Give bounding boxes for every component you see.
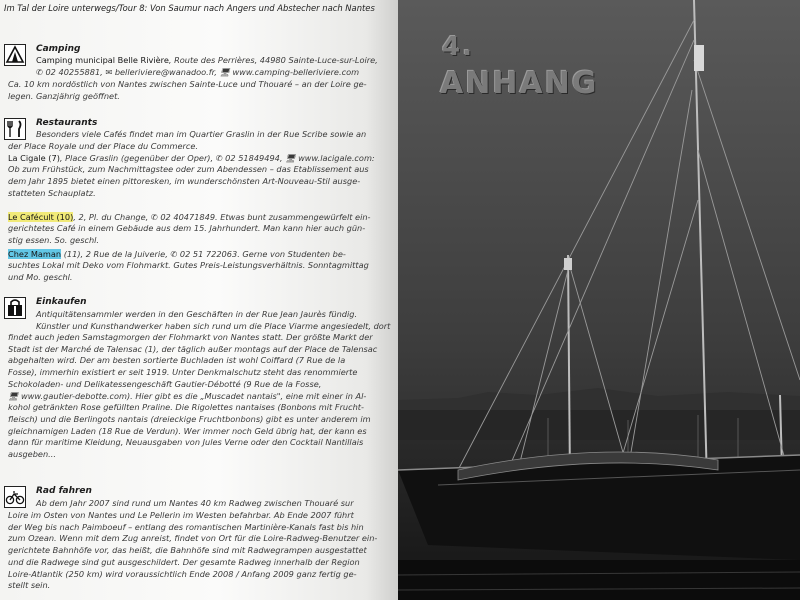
- camping-desc-line: legen. Ganzjährig geöffnet.: [8, 90, 120, 101]
- restaurant-line: suchtes Lokal mit Deko vom Flohmarkt. Gutes Preis-Leistungsverhältnis. Sonntagmittag: [8, 260, 369, 271]
- cycling-line: Loire-Atlantik (250 km) wird voraussichtlich Ende 2008 / Anfang 2009 ganz fertig ge-: [8, 568, 357, 579]
- restaurant-name: Chez Maman: [8, 248, 62, 259]
- camping-name: Camping municipal Belle Rivière: [36, 55, 169, 65]
- shopping-line: dann für maritime Kleidung, Neuausgaben von Jules Verne oder den Cocktail Nantillais: [8, 437, 364, 448]
- bicycle-icon: [4, 486, 26, 508]
- restaurant-line: gerichtetes Café in einem Gebäude aus dem 15. Jahrhundert. Man kann hier auch gün-: [8, 223, 366, 234]
- shopping-line: Künstler und Kunsthandwerker haben sich rund um die Place Viarme angesiedelt, dort: [36, 320, 391, 331]
- restaurant-line: (11), 2 Rue de la Juiverie, ✆ 02 51 722063. Gerne von Studenten be-: [61, 248, 346, 259]
- cycling-text-cont: [8, 510, 390, 592]
- restaurants-intro: [36, 129, 394, 141]
- cycling-line: und die Radwege sind gut ausgeschildert. Der gesamte Radweg innerhalb der Region: [8, 556, 360, 567]
- cycling-title: Rad fahren: [36, 486, 92, 496]
- restaurant-name: La Cigale (7): [8, 152, 60, 163]
- restaurant-name: Le Cafécult (10): [8, 211, 74, 222]
- running-head: Im Tal der Loire unterwegs/Tour 8: Von Saumur nach Angers und Abstecher nach Nantes: [4, 3, 375, 13]
- restaurant-line: dem Jahr 1895 bietet einen pittoresken, im wunderschönsten Art-Nouveau-Stil ausge-: [8, 176, 361, 187]
- shopping-text-cont: [8, 332, 390, 461]
- chapter-number: 4.: [442, 32, 474, 62]
- shopping-line: 🖥 www.gautier-debotte.com). Hier gibt es die „Muscadet nantais", eine mit einer in Al-: [8, 390, 367, 401]
- chapter-title: ANHANG: [440, 66, 599, 101]
- shopping-text: [36, 309, 394, 332]
- cycling-text: [36, 498, 394, 510]
- camping-line: , Route des Perrières, 44980 Sainte-Luce-sur-Loire,: [168, 55, 378, 65]
- camping-text: [36, 55, 394, 78]
- shopping-line: Stadt ist der Marché de Talensac (1), der täglich außer montags auf der Place de Talensac: [8, 343, 378, 354]
- restaurant-line: und Mo. geschl.: [8, 272, 73, 283]
- restaurants-intro-line: Besonders viele Cafés findet man im Quartier Graslin in der Rue Scribe sowie an: [36, 129, 367, 139]
- shopping-line: abgehalten wird. Der am besten sortierte Buchladen ist wohl Coiffard (7 Rue de la: [8, 355, 346, 366]
- shopping-line: fleisch) und die Berlingots nantais (dreieckige Fruchtbonbons) gibt es unter anderem im: [8, 413, 371, 424]
- shopping-line: Fosse), immerhin existiert er seit 1919. Unter Denkmalschutz steht das renommierte: [8, 367, 358, 378]
- shopping-line: kohol getränkten Rose gefüllten Praline. Die Rigolettes nantaises (Bonbons mit Frucht-: [8, 402, 364, 413]
- shopping-line: findet auch jeden Samstagmorgen der Flohmarkt von Nantes statt. Der größte Markt der: [8, 332, 373, 342]
- camping-contact: ✆ 02 40255881, ✉ belleriviere@wanadoo.fr, 🖥 www.camping-belleriviere.com: [36, 66, 360, 77]
- restaurants-list: [8, 141, 390, 284]
- cycling-line: der Weg bis nach Paimboeuf – entlang des romantischen Martinière-Kanals fast bis hin: [8, 521, 364, 532]
- cycling-line: zum Ozean. Wenn mit dem Zug anreist, findet von Ort für die Loire-Radweg-Benutzer ein-: [8, 533, 378, 544]
- camping-description: [8, 79, 390, 102]
- shopping-line: Schokoladen- und Delikatessengeschäft Gautier-Débotté (9 Rue de la Fosse,: [8, 378, 322, 389]
- camping-title: Camping: [36, 44, 81, 54]
- right-page-photo: [398, 0, 800, 600]
- restaurants-intro-line: der Place Royale und der Place du Commerce.: [8, 141, 199, 151]
- restaurant-icon: [4, 118, 26, 140]
- restaurant-line: , 2, Pl. du Change, ✆ 02 40471849. Etwas bunt zusammengewürfelt ein-: [73, 211, 371, 222]
- shopping-line: ausgeben...: [8, 449, 56, 460]
- shopping-title: Einkaufen: [36, 297, 87, 307]
- cycling-line: Ab dem Jahr 2007 sind rund um Nantes 40 km Radweg zwischen Thouaré sur: [36, 498, 354, 508]
- shopping-line: Antiquitätensammler werden in den Geschäften in der Rue Jean Jaurès fündig.: [36, 309, 358, 319]
- restaurant-line: stig essen. So. geschl.: [8, 234, 100, 245]
- cycling-line: Loire im Osten von Nantes und Le Pellerin im Westen befahrbar. Ab Ende 2007 führt: [8, 510, 354, 520]
- restaurants-title: Restaurants: [36, 118, 98, 128]
- cycling-line: stellt sein.: [8, 580, 51, 591]
- shopping-line: gleichnamigen Laden (18 Rue de Verdun). Wer immer noch Geld übrig hat, der kann es: [8, 425, 367, 436]
- restaurant-line: , Place Graslin (gegenüber der Oper), ✆ 02 51849494, 🖥 www.lacigale.com:: [59, 152, 375, 163]
- camping-desc-line: Ca. 10 km nordöstlich von Nantes zwischen Sainte-Luce und Thouaré – an der Loire ge-: [8, 79, 367, 89]
- cycling-line: gerichtete Bahnhöfe vor, das heißt, die Bahnhöfe sind mit Radwegrampen ausgestattet: [8, 545, 367, 556]
- restaurant-line: Ob zum Frühstück, zum Nachmittagstee oder zum Abendessen – das Etablissement aus: [8, 164, 369, 175]
- restaurant-line: statteten Schauplatz.: [8, 187, 96, 198]
- camping-icon: [4, 44, 26, 66]
- left-page: [0, 0, 398, 600]
- shopping-icon: [4, 297, 26, 319]
